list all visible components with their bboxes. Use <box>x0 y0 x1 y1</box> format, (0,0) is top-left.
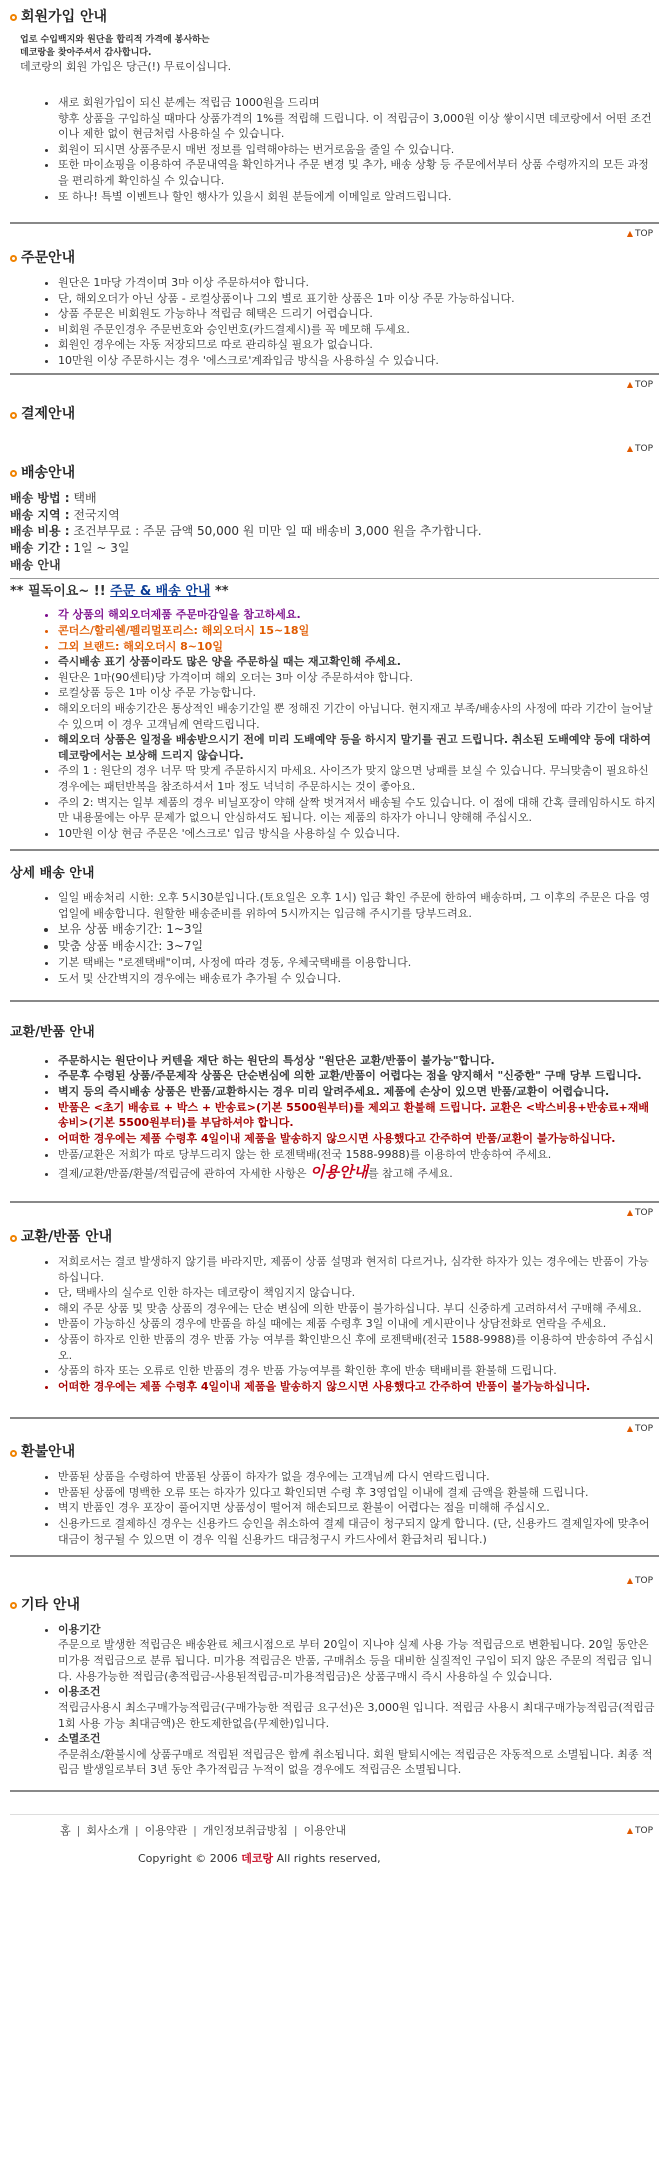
delivery-row <box>10 490 659 507</box>
delivery-value: 1일 ~ 3일 <box>73 541 130 556</box>
list-item: • 일일 배송처리 시한: 오후 5시30분입니다.(토요일은 오후 1시) 입금 확인 주문에 한하여 배송하며, 그 이후의 주문은 다음 영업일에 배송합니다. 원할한 배송준비를 위하여 5시까지는 입금해 주시기를 당부드려요. <box>58 890 659 921</box>
footer <box>10 1814 659 1866</box>
list-item: • 즉시배송 표기 상품이라도 많은 양을 주문하실 때는 재고확인해 주세요. <box>58 654 659 670</box>
bullet-icon <box>10 470 17 477</box>
join-heading <box>10 8 659 28</box>
top-arrow-icon: ▲ <box>626 1423 633 1433</box>
separator: | <box>293 1823 298 1837</box>
divider <box>10 578 659 579</box>
top-label: TOP <box>634 1423 653 1434</box>
list-item: • 저희로서는 결코 발생하지 않기를 바라지만, 제품이 상품 설명과 현저히 다르거나, 심각한 하자가 있는 경우에는 반품이 가능하십니다. <box>58 1254 659 1285</box>
delivery-row <box>10 507 659 524</box>
top-label: TOP <box>634 1208 653 1219</box>
delivery-label: 배송 기간 : <box>10 541 70 556</box>
payment-title: 결제안내 <box>21 406 76 423</box>
top-link[interactable] <box>627 1825 653 1838</box>
top-link[interactable] <box>10 379 653 392</box>
footer-link-about[interactable]: 회사소개 <box>86 1823 129 1837</box>
list-item: • 반품이 가능하신 상품의 경우에 반품을 하실 때에는 제품 수령후 3일 이내에 게시판이나 상담전화로 연락을 주세요. <box>58 1316 659 1332</box>
list-item: • 또 하나! 특별 이벤트나 할인 행사가 있을시 회원 분들에게 이메일로 알려드립니다. <box>58 189 659 205</box>
exchange-heading-1 <box>10 1024 659 1042</box>
list-item: • 로컬상품 등은 1마 이상 주문 가능합니다. <box>58 685 659 701</box>
delivery-info <box>10 490 659 574</box>
top-label: TOP <box>634 444 653 455</box>
list-item: • 회원인 경우에는 자동 저장되므로 따로 관리하실 필요가 없습니다. <box>58 337 659 353</box>
etc-block-text: 적립금사용시 최소구매가능적립금(구매가능한 적립금 요구선)은 3,000원 입니다. 적립금 사용시 최대구매가능적립금(적립금 1회 사용 가능 최대금액)은 한도제한없음(무제한)입니다. <box>58 1700 655 1730</box>
top-label: TOP <box>634 379 653 390</box>
footer-link-guide[interactable]: 이용안내 <box>303 1823 347 1837</box>
etc-heading <box>10 1596 659 1616</box>
brand-name: 데코랑 <box>241 1851 274 1865</box>
exchange-list-2 <box>10 1254 659 1394</box>
etc-block-head: • 이용기간 <box>58 1622 659 1638</box>
top-arrow-icon: ▲ <box>626 1576 633 1586</box>
payment-heading <box>10 405 659 425</box>
list-item: • 상품이 하자로 인한 반품의 경우 반품 가능 여부를 확인받으신 후에 로젠택배(전국 1588-9988)를 이용하여 반송하여 주십시오. <box>58 1332 659 1363</box>
join-intro-line: 데코랑을 찾아주셔서 감사합니다. <box>20 47 152 58</box>
delivery-label: 배송 비용 : <box>10 524 70 539</box>
list-item: • 해외 주문 상품 및 맞춤 상품의 경우에는 단순 변심에 의한 반품이 불가하십니다. 부디 신중하게 고려하셔서 구매해 주세요. <box>58 1301 659 1317</box>
refund-heading <box>10 1443 659 1463</box>
detail-delivery-list <box>10 890 659 987</box>
list-item: • 반품은 <초기 배송료 + 박스 + 반송료>(기본 5500원부터)를 제외고 환불해 드립니다. 교환은 <박스비용+반송료+재배송비>(기본 5500원부터)를 부담하셔야 합니다. <box>58 1100 659 1131</box>
list-item: • 주의 1 : 원단의 경우 너무 딱 맞게 주문하시지 마세요. 사이즈가 맞지 않으면 낭패를 보실 수 있습니다. 무늬맞춤이 필요하신 경우에는 패턴반복을 참조하셔서 1마 정도 넉넉히 주문하시는 것이 좋아요. <box>58 763 659 794</box>
divider <box>10 373 659 375</box>
delivery-title: 배송안내 <box>21 464 76 481</box>
must-read-pre: ** 필독이요~ !! <box>10 583 111 599</box>
join-intro <box>10 34 659 75</box>
detail-delivery-heading <box>10 865 659 883</box>
must-read-link[interactable]: 주문 & 배송 안내 <box>110 583 211 599</box>
list-item: • 벽지 반품인 경우 포장이 풀어지면 상품성이 떨어져 해손되므로 환불이 어렵다는 점을 미해해 주십시오. <box>58 1500 659 1516</box>
list-item: • 어떠한 경우에는 제품 수령후 4일이내 제품을 발송하지 않으시면 사용했다고 간주하여 반품/교환이 불가능하십니다. <box>58 1131 659 1147</box>
top-arrow-icon: ▲ <box>626 229 633 239</box>
list-item: • 주문하시는 원단이나 커텐을 재단 하는 원단의 특성상 "원단은 교환/반품이 불가능"합니다. <box>58 1053 659 1069</box>
exchange-title-1: 교환/반품 안내 <box>10 1025 95 1041</box>
list-item: • 비회원 주문인경우 주문번호와 승인번호(카드결제시)를 꼭 메모해 두세요. <box>58 322 659 338</box>
etc-block-text: 주문취소/환불시에 상품구매로 적립된 적립금은 함께 취소됩니다. 회원 탈퇴시에는 적립금은 자동적으로 소멸됩니다. 최종 적립금 발생일로부터 3년 동안 추가적립금 누적이 없을 경우에도 적립금은 소멸됩니다. <box>58 1747 653 1777</box>
list-item: • 10만원 이상 주문하시는 경우 '에스크로'계좌입금 방식을 사용하실 수 있습니다. <box>58 353 659 369</box>
list-item: • 콘더스/할리쉔/펠리멀포리스: 해외오더시 15~18일 <box>58 623 659 639</box>
list-item: • 어떠한 경우에는 제품 수령후 4일이내 제품을 발송하지 않으시면 사용했다고 간주하여 반품이 불가능하십니다. <box>58 1379 659 1395</box>
delivery-row <box>10 557 659 574</box>
top-link[interactable] <box>10 1423 653 1436</box>
list-item: • 도서 및 산간벽지의 경우에는 배송료가 추가될 수 있습니다. <box>58 971 659 987</box>
list-item: • 반품된 상품에 명백한 오류 또는 하자가 있다고 확인되면 수령 후 3영업일 이내에 결제 금액을 환불해 드립니다. <box>58 1485 659 1501</box>
top-label: TOP <box>634 1825 653 1836</box>
exchange-list-1 <box>10 1053 659 1184</box>
refund-section <box>10 1443 659 1588</box>
list-item: • 주문후 수령된 상품/주문제작 상품은 단순변심에 의한 교환/반품이 어렵다는 점을 양지해서 "신중한" 구매 당부 드립니다. <box>58 1068 659 1084</box>
footer-link-home[interactable]: 홈 <box>60 1823 71 1837</box>
list-item: • 벽지 등의 즉시배송 상품은 반품/교환하시는 경우 미리 알려주세요. 제품에 손상이 있으면 반품/교환이 어렵습니다. <box>58 1084 659 1100</box>
etc-block-head: • 이용조건 <box>58 1684 659 1700</box>
top-label: TOP <box>634 229 653 240</box>
list-item: • 10만원 이상 현금 주문은 '에스크로' 입금 방식을 사용하실 수 있습니다. <box>58 826 659 842</box>
top-arrow-icon: ▲ <box>626 1208 633 1218</box>
copyright <box>138 1851 659 1867</box>
etc-block-head: • 소멸조건 <box>58 1731 659 1747</box>
list-item: 향후 상품을 구입하실 때마다 상품가격의 1%를 적립해 드립니다. 이 적립금이 3,000원 이상 쌓이시면 데코랑에서 어떤 조건이나 제한 없이 현금처럼 사용하실 수 있습니다. <box>58 111 652 141</box>
footer-link-privacy[interactable]: 개인정보취급방침 <box>202 1823 288 1837</box>
list-item: • 보유 상품 배송기간: 1~3일 <box>58 921 659 938</box>
list-item: • 반품된 상품을 수령하여 반품된 상품이 하자가 없을 경우에는 고객님께 다시 연락드립니다. <box>58 1469 659 1485</box>
bullet-icon <box>10 412 17 419</box>
top-link[interactable] <box>10 228 653 241</box>
usage-guide-link[interactable]: 이용안내 <box>309 1163 368 1182</box>
list-item: • 상품 주문은 비회원도 가능하나 적립금 혜택은 드리기 어렵습니다. <box>58 306 659 322</box>
delivery-heading <box>10 464 659 484</box>
separator: | <box>76 1823 81 1837</box>
list-item: • 원단은 1마당 가격이며 3마 이상 주문하셔야 합니다. <box>58 275 659 291</box>
etc-list <box>10 1622 659 1778</box>
divider <box>10 1201 659 1203</box>
list-item: • 새로 회원가입이 되신 분께는 적립금 1000원을 드리며 <box>58 95 659 111</box>
etc-block-text: 주문으로 발생한 적립금은 배송완료 체크시점으로 부터 20일이 지나야 실제 사용 가능 적립금으로 변환됩니다. 20일 동안은 미가용 적립금으로 분류 됩니다. 미가용 적립금은 반품, 구매취소 등을 대비한 실질적인 구입이 되지 않은 주문의 적립금 입니다. 사용가능한 적립금(총적립금-사용된적립금-미가용적립금)은 상품구매시 즉시 사용하실 수 있습니다. <box>58 1638 653 1683</box>
delivery-section <box>10 464 659 851</box>
exchange-guide-text: 결제/교환/반품/환불/적립금에 관하여 자세한 사항은 이용안내를 참고해 주세요. <box>58 1163 453 1182</box>
list-item: • 기본 택배는 "로젠택배"이며, 사정에 따라 경동, 우체국택배를 이용합니다. <box>58 955 659 971</box>
list-item: • 단, 해외오더가 아닌 상품 - 로컬상품이나 그외 별로 표기한 상품은 1마 이상 주문 가능하십니다. <box>58 291 659 307</box>
list-item <box>58 1162 659 1183</box>
bullet-icon <box>10 1450 17 1457</box>
top-label: TOP <box>634 1576 653 1587</box>
list-item: • 또한 마이쇼핑을 이용하여 주문내역을 확인하거나 주문 변경 및 추가, 배송 상황 등 주문에서부터 상품 수령까지의 모든 과정을 편리하게 확인하실 수 있습니다. <box>58 157 659 188</box>
list-item: • 해외오더의 배송기간은 통상적인 배송기간일 뿐 정해진 기간이 아닙니다. 현지재고 부족/배송사의 사정에 따라 기간이 늘어날 수 있으며 이 경우 고객님께 연락드립니다. <box>58 701 659 732</box>
separator: | <box>134 1823 139 1837</box>
order-heading <box>10 249 659 269</box>
top-link[interactable] <box>10 1575 653 1588</box>
top-arrow-icon: ▲ <box>626 1825 633 1835</box>
exchange-section-1 <box>10 1024 659 1220</box>
refund-title: 환불안내 <box>21 1444 76 1461</box>
bullet-icon <box>10 255 17 262</box>
must-read-title <box>10 583 659 601</box>
delivery-label: 배송 방법 : <box>10 490 70 505</box>
divider <box>10 222 659 224</box>
list-item: • 해외오더 상품은 일정을 배송받으시기 전에 미리 도배예약 등을 하시지 말기를 권고 드립니다. 취소된 도배예약 등에 대하여 데코랑에서는 보상해 드리지 않습니다. <box>58 732 659 763</box>
order-title: 주문안내 <box>21 250 76 267</box>
list-item: • 주의 2: 벽지는 일부 제품의 경우 비닐포장이 약해 살짝 벗겨져서 배송될 수도 있습니다. 이 점에 대해 간혹 클레임하시도 하지만 내용물에는 아무 문제가 없으니 안심하셔도 됩니다. 이는 제품의 하자가 아니니 양해해 주십시오. <box>58 795 659 826</box>
divider <box>10 1000 659 1002</box>
payment-section <box>10 405 659 456</box>
join-list <box>10 95 659 204</box>
order-list <box>10 275 659 369</box>
list-item: • 각 상품의 해외오더제품 주문마감일을 참고하세요. <box>58 607 659 623</box>
delivery-row <box>10 523 659 540</box>
exchange-heading-2 <box>10 1228 659 1248</box>
bullet-icon <box>10 1602 17 1609</box>
bullet-icon <box>10 1235 17 1242</box>
delivery-row <box>10 540 659 557</box>
refund-list <box>10 1469 659 1547</box>
divider <box>10 1417 659 1419</box>
list-item: • 상품의 하자 또는 오류로 인한 반품의 경우 반품 가능여부를 확인한 후에 반송 택배비를 환불해 드립니다. <box>58 1363 659 1379</box>
exchange-title-2: 교환/반품 안내 <box>21 1229 113 1246</box>
delivery-label: 배송 안내 <box>10 558 61 573</box>
delivery-label: 배송 지역 : <box>10 507 70 522</box>
detail-delivery-section <box>10 865 659 1002</box>
footer-link-terms[interactable]: 이용약관 <box>144 1823 188 1837</box>
top-link[interactable] <box>10 1207 653 1220</box>
must-read-post: ** <box>210 583 229 599</box>
footer-links <box>10 1815 659 1839</box>
bullet-icon <box>10 14 17 21</box>
list-item: • 회원이 되시면 상품주문시 매번 정보를 입력해야하는 번거로움을 줄일 수 있습니다. <box>58 142 659 158</box>
etc-section <box>10 1596 659 1792</box>
detail-delivery-title: 상세 배송 안내 <box>10 866 95 882</box>
etc-title: 기타 안내 <box>21 1596 80 1613</box>
top-arrow-icon: ▲ <box>626 444 633 454</box>
exchange-section-2 <box>10 1228 659 1435</box>
separator: | <box>193 1823 197 1837</box>
list-item: • 맞춤 상품 배송시간: 3~7일 <box>58 938 659 955</box>
divider <box>10 849 659 851</box>
list-item: • 반품/교환은 저희가 따로 당부드리지 않는 한 로젠택배(전국 1588-9988)를 이용하여 반송하여 주세요. <box>58 1147 659 1163</box>
copyright-rights: All rights reserved, <box>276 1851 381 1865</box>
join-section <box>10 8 659 241</box>
must-read-list <box>10 607 659 841</box>
join-intro-line: 업로 수입백지와 원단을 합리적 가격에 봉사하는 <box>20 34 210 45</box>
divider <box>10 1555 659 1557</box>
join-intro-main: 데코랑의 회원 가입은 당근(!) 무료이십니다. <box>20 60 232 74</box>
copyright-text: Copyright © 2006 <box>138 1851 238 1865</box>
divider <box>10 1790 659 1792</box>
delivery-value: 조건부무료 : 주문 금액 50,000 원 미만 일 때 배송비 3,000 원을 추가합니다. <box>73 524 482 539</box>
order-section <box>10 249 659 391</box>
delivery-value: 전국지역 <box>73 507 120 522</box>
list-item: • 단, 택배사의 실수로 인한 하자는 데코랑이 책임지지 않습니다. <box>58 1285 659 1301</box>
delivery-value: 택배 <box>73 490 97 505</box>
join-title: 회원가입 안내 <box>21 9 108 25</box>
list-item: • 원단은 1마(90센티)당 가격이며 해외 오더는 3마 이상 주문하셔야 합니다. <box>58 670 659 686</box>
list-item: • 그외 브랜드: 해외오더시 8~10일 <box>58 639 659 655</box>
list-item: • 신용카드로 결제하신 경우는 신용카드 승인을 취소하여 결제 대금이 청구되지 않게 합니다. (단, 신용카드 결제일자에 맞추어 대금이 청구될 수 있으면 이 경우 익월 신용카드 대금청구시 카드사에서 환급처리 됩니다.) <box>58 1516 659 1547</box>
top-arrow-icon: ▲ <box>626 379 633 389</box>
top-link[interactable] <box>10 443 653 456</box>
